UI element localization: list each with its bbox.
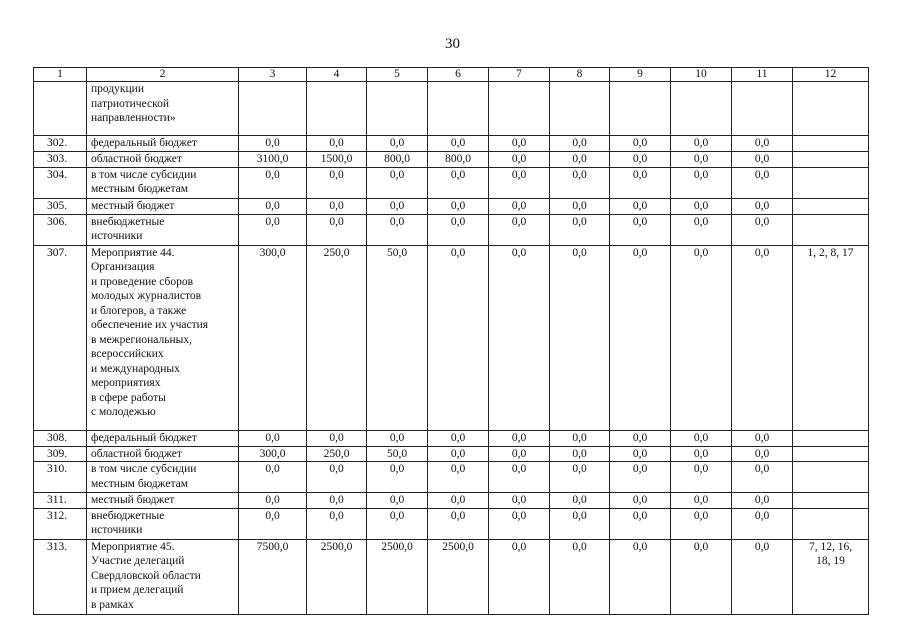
col-11-cell: 0,0 (732, 446, 793, 462)
target-indicators-cell (793, 493, 869, 509)
row-number-cell (34, 82, 87, 136)
col-10-cell: 0,0 (671, 245, 732, 430)
col-4-cell: 250,0 (307, 245, 367, 430)
row-number-cell: 311. (34, 493, 87, 509)
row-number-cell: 309. (34, 446, 87, 462)
col-6-cell: 0,0 (428, 245, 489, 430)
col-9-cell: 0,0 (610, 446, 671, 462)
col-10-cell: 0,0 (671, 214, 732, 245)
header-cell: 6 (428, 68, 489, 82)
row-number-cell: 308. (34, 430, 87, 446)
row-number-cell: 304. (34, 167, 87, 198)
table-row (34, 508, 869, 539)
col-9-cell: 0,0 (610, 214, 671, 245)
target-indicators-cell (793, 214, 869, 245)
col-11-cell: 0,0 (732, 198, 793, 214)
col-3-cell: 0,0 (239, 214, 307, 245)
col-7-cell: 0,0 (489, 198, 550, 214)
header-cell: 4 (307, 68, 367, 82)
col-9-cell: 0,0 (610, 167, 671, 198)
header-cell: 3 (239, 68, 307, 82)
col-11-cell: 0,0 (732, 151, 793, 167)
row-number-cell: 312. (34, 508, 87, 539)
col-7-cell: 0,0 (489, 245, 550, 430)
col-8-cell: 0,0 (550, 508, 610, 539)
table-row (34, 136, 869, 152)
col-3-cell: 7500,0 (239, 539, 307, 614)
item-name-cell: в том числе субсидии местным бюджетам (87, 167, 239, 198)
row-number-cell: 313. (34, 539, 87, 614)
col-10-cell: 0,0 (671, 151, 732, 167)
col-5-cell: 0,0 (367, 214, 428, 245)
col-6-cell: 800,0 (428, 151, 489, 167)
row-number-cell: 306. (34, 214, 87, 245)
target-indicators-cell (793, 508, 869, 539)
row-number-cell: 305. (34, 198, 87, 214)
col-3-cell: 300,0 (239, 446, 307, 462)
col-5-cell: 0,0 (367, 493, 428, 509)
table-row (34, 214, 869, 245)
col-6-cell: 0,0 (428, 430, 489, 446)
col-5-cell: 50,0 (367, 446, 428, 462)
col-4-cell: 2500,0 (307, 539, 367, 614)
col-6-cell: 0,0 (428, 167, 489, 198)
target-indicators-cell (793, 198, 869, 214)
target-indicators-cell (793, 446, 869, 462)
col-9-cell: 0,0 (610, 198, 671, 214)
col-4-cell: 0,0 (307, 430, 367, 446)
col-6-cell: 0,0 (428, 493, 489, 509)
col-5-cell: 50,0 (367, 245, 428, 430)
col-11-cell: 0,0 (732, 214, 793, 245)
table-row (34, 82, 869, 136)
col-7-cell: 0,0 (489, 151, 550, 167)
target-indicators-cell (793, 151, 869, 167)
col-8-cell: 0,0 (550, 136, 610, 152)
col-11-cell (732, 82, 793, 136)
col-3-cell: 0,0 (239, 430, 307, 446)
col-5-cell: 800,0 (367, 151, 428, 167)
row-number-cell: 310. (34, 462, 87, 493)
col-11-cell: 0,0 (732, 462, 793, 493)
col-11-cell: 0,0 (732, 539, 793, 614)
col-9-cell: 0,0 (610, 508, 671, 539)
col-8-cell (550, 82, 610, 136)
item-name-cell: местный бюджет (87, 198, 239, 214)
col-5-cell (367, 82, 428, 136)
item-name-cell: в том числе субсидии местным бюджетам (87, 462, 239, 493)
col-3-cell: 3100,0 (239, 151, 307, 167)
col-3-cell: 0,0 (239, 462, 307, 493)
header-cell: 9 (610, 68, 671, 82)
col-3-cell (239, 82, 307, 136)
header-cell: 5 (367, 68, 428, 82)
col-3-cell: 0,0 (239, 198, 307, 214)
col-7-cell: 0,0 (489, 508, 550, 539)
col-5-cell: 0,0 (367, 430, 428, 446)
col-8-cell: 0,0 (550, 214, 610, 245)
table-header-row (34, 68, 869, 82)
table-row (34, 430, 869, 446)
col-8-cell: 0,0 (550, 151, 610, 167)
table-row (34, 245, 869, 430)
col-3-cell: 0,0 (239, 493, 307, 509)
col-5-cell: 0,0 (367, 508, 428, 539)
header-cell: 10 (671, 68, 732, 82)
target-indicators-cell (793, 462, 869, 493)
col-6-cell: 2500,0 (428, 539, 489, 614)
col-9-cell: 0,0 (610, 245, 671, 430)
table-row (34, 198, 869, 214)
col-9-cell: 0,0 (610, 462, 671, 493)
col-8-cell: 0,0 (550, 430, 610, 446)
item-name-cell: федеральный бюджет (87, 136, 239, 152)
col-5-cell: 0,0 (367, 462, 428, 493)
table-row (34, 446, 869, 462)
item-name-cell: продукции патриотической направленности» (87, 82, 239, 136)
col-4-cell: 250,0 (307, 446, 367, 462)
col-8-cell: 0,0 (550, 198, 610, 214)
item-name-cell: внебюджетные источники (87, 214, 239, 245)
col-11-cell: 0,0 (732, 136, 793, 152)
target-indicators-cell: 7, 12, 16, 18, 19 (793, 539, 869, 614)
col-11-cell: 0,0 (732, 508, 793, 539)
col-10-cell: 0,0 (671, 198, 732, 214)
col-9-cell: 0,0 (610, 430, 671, 446)
table-row (34, 151, 869, 167)
col-4-cell: 0,0 (307, 198, 367, 214)
col-8-cell: 0,0 (550, 167, 610, 198)
col-4-cell: 0,0 (307, 462, 367, 493)
col-10-cell: 0,0 (671, 430, 732, 446)
target-indicators-cell (793, 82, 869, 136)
item-name-cell: местный бюджет (87, 493, 239, 509)
col-6-cell: 0,0 (428, 198, 489, 214)
col-4-cell: 1500,0 (307, 151, 367, 167)
col-6-cell: 0,0 (428, 136, 489, 152)
col-10-cell: 0,0 (671, 539, 732, 614)
row-number-cell: 307. (34, 245, 87, 430)
col-4-cell: 0,0 (307, 136, 367, 152)
col-9-cell: 0,0 (610, 151, 671, 167)
col-10-cell: 0,0 (671, 167, 732, 198)
col-6-cell: 0,0 (428, 462, 489, 493)
table-row (34, 462, 869, 493)
budget-table (33, 67, 869, 615)
col-11-cell: 0,0 (732, 167, 793, 198)
col-11-cell: 0,0 (732, 245, 793, 430)
col-7-cell: 0,0 (489, 446, 550, 462)
col-7-cell (489, 82, 550, 136)
col-3-cell: 0,0 (239, 508, 307, 539)
col-7-cell: 0,0 (489, 167, 550, 198)
header-cell: 7 (489, 68, 550, 82)
col-9-cell (610, 82, 671, 136)
col-11-cell: 0,0 (732, 493, 793, 509)
col-8-cell: 0,0 (550, 245, 610, 430)
row-number-cell: 303. (34, 151, 87, 167)
col-5-cell: 0,0 (367, 136, 428, 152)
header-cell: 1 (34, 68, 87, 82)
header-cell: 12 (793, 68, 869, 82)
table-row (34, 167, 869, 198)
col-6-cell: 0,0 (428, 214, 489, 245)
target-indicators-cell (793, 136, 869, 152)
table-row (34, 493, 869, 509)
item-name-cell: внебюджетные источники (87, 508, 239, 539)
header-cell: 11 (732, 68, 793, 82)
col-9-cell: 0,0 (610, 539, 671, 614)
item-name-cell: Мероприятие 44. Организация и проведение сборов молодых журналистов и блогеров, а также обеспечение их участия в межрегиональных, всероссийских и международных мероприятиях в сфере работы с молодежью (87, 245, 239, 430)
col-4-cell: 0,0 (307, 214, 367, 245)
item-name-cell: областной бюджет (87, 151, 239, 167)
item-name-cell: федеральный бюджет (87, 430, 239, 446)
col-6-cell: 0,0 (428, 508, 489, 539)
item-name-cell: областной бюджет (87, 446, 239, 462)
col-7-cell: 0,0 (489, 430, 550, 446)
col-4-cell (307, 82, 367, 136)
col-4-cell: 0,0 (307, 167, 367, 198)
col-10-cell: 0,0 (671, 462, 732, 493)
header-cell: 8 (550, 68, 610, 82)
col-4-cell: 0,0 (307, 508, 367, 539)
header-cell: 2 (87, 68, 239, 82)
col-5-cell: 0,0 (367, 167, 428, 198)
col-6-cell (428, 82, 489, 136)
col-10-cell: 0,0 (671, 446, 732, 462)
col-7-cell: 0,0 (489, 136, 550, 152)
col-8-cell: 0,0 (550, 446, 610, 462)
col-10-cell: 0,0 (671, 136, 732, 152)
col-5-cell: 2500,0 (367, 539, 428, 614)
col-4-cell: 0,0 (307, 493, 367, 509)
col-7-cell: 0,0 (489, 539, 550, 614)
row-number-cell: 302. (34, 136, 87, 152)
table-row (34, 539, 869, 614)
col-6-cell: 0,0 (428, 446, 489, 462)
col-8-cell: 0,0 (550, 539, 610, 614)
col-5-cell: 0,0 (367, 198, 428, 214)
col-9-cell: 0,0 (610, 136, 671, 152)
col-8-cell: 0,0 (550, 493, 610, 509)
col-10-cell: 0,0 (671, 508, 732, 539)
target-indicators-cell (793, 167, 869, 198)
col-11-cell: 0,0 (732, 430, 793, 446)
col-7-cell: 0,0 (489, 462, 550, 493)
col-3-cell: 0,0 (239, 136, 307, 152)
col-9-cell: 0,0 (610, 493, 671, 509)
target-indicators-cell: 1, 2, 8, 17 (793, 245, 869, 430)
col-3-cell: 300,0 (239, 245, 307, 430)
col-10-cell (671, 82, 732, 136)
col-7-cell: 0,0 (489, 214, 550, 245)
col-7-cell: 0,0 (489, 493, 550, 509)
col-10-cell: 0,0 (671, 493, 732, 509)
target-indicators-cell (793, 430, 869, 446)
item-name-cell: Мероприятие 45. Участие делегаций Свердловской области и прием делегаций в рамках (87, 539, 239, 614)
col-8-cell: 0,0 (550, 462, 610, 493)
col-3-cell: 0,0 (239, 167, 307, 198)
page-number: 30 (445, 36, 460, 52)
